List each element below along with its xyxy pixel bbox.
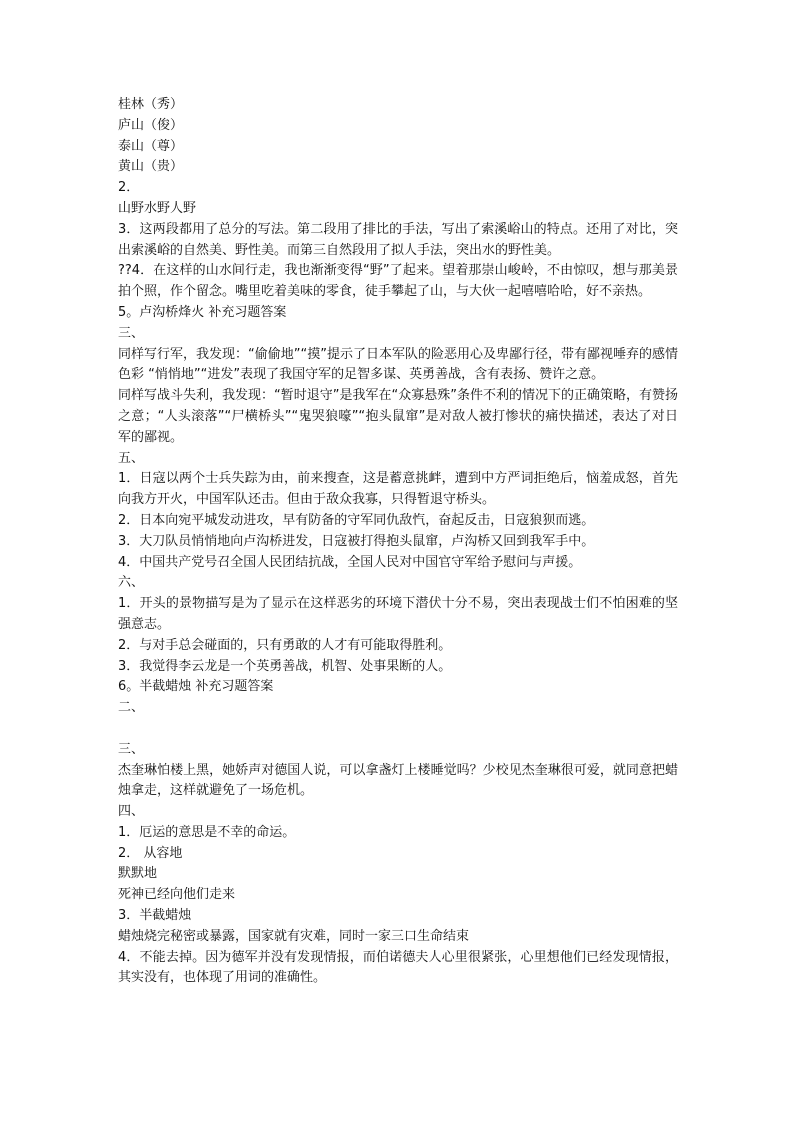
- section-heading: 五、: [118, 450, 145, 466]
- text-paragraph: 4．不能去掉。因为德军并没有发现情报，而伯诺德夫人心里很紧张，心里想他们已经发现情报，其实没有，也体现了用词的准确性。: [118, 949, 678, 986]
- section-heading: 四、: [118, 804, 145, 820]
- section-heading: 三、: [118, 325, 145, 341]
- text-paragraph: 3．这两段都用了总分的写法。第二段用了排比的手法，写出了索溪峪山的特点。还用了对比，突出索溪峪的自然美、野性美。而第三自然段用了拟人手法，突出水的野性美。: [118, 221, 678, 258]
- section-title: 6。半截蜡烛 补充习题答案: [118, 679, 274, 695]
- text-paragraph: 1．开头的景物描写是为了显示在这样恶劣的环境下潜伏十分不易，突出表现战士们不怕困难的坚强意志。: [118, 596, 678, 632]
- text-line: 山野水野人野: [118, 200, 197, 216]
- section-heading: 二、: [118, 700, 145, 716]
- text-paragraph: ??4．在这样的山水间行走，我也渐渐变得“野”了起来。望着那崇山峻岭，不由惊叹，想与那美景拍个照，作个留念。嘴里吃着美味的零食，徒手攀起了山，与大伙一起嘻嘻哈哈，好不亲热。: [118, 263, 678, 300]
- blank-line: [118, 719, 678, 740]
- text-line: 庐山（俊）: [118, 117, 184, 133]
- text-line: 1．厄运的意思是不幸的命运。: [118, 824, 296, 840]
- text-line: 4．中国共产党号召全国人民团结抗战，全国人民对中国官守军给予慰问与声援。: [118, 554, 582, 570]
- text-line: 黄山（贵）: [118, 159, 184, 175]
- text-line: 2．: [118, 180, 140, 196]
- text-line: 默默地: [118, 866, 158, 882]
- section-heading: 三、: [118, 741, 145, 757]
- text-line: 死神已经向他们走来: [118, 887, 236, 903]
- text-line: 蜡烛烧完秘密或暴露，国家就有灾难，同时一家三口生命结束: [118, 928, 470, 944]
- text-line: 泰山（尊）: [118, 138, 184, 154]
- text-line: 3．大刀队员悄悄地向卢沟桥进发，日寇被打得抱头鼠窜，卢沟桥又回到我军手中。: [118, 533, 595, 549]
- text-line: 桂林（秀）: [118, 97, 184, 112]
- text-paragraph: 同样写战斗失利，我发现：“暂时退守”是我军在“众寡悬殊”条件不利的情况下的正确策略，有赞扬之意；“人头滚落”“尸横桥头”“鬼哭狼嚎”“抱头鼠窜”是对敌人被打惨状的痛快描述，表达了对日军的鄙视。: [118, 388, 678, 445]
- text-paragraph: 同样写行军，我发现：“偷偷地”“摸”提示了日本军队的险恶用心及卑鄙行径，带有鄙视唾弃的感情色彩 “悄悄地”“进发”表现了我国守军的足智多谋、英勇善战，含有表扬、赞许之意。: [118, 346, 678, 383]
- text-line: 2．与对手总会碰面的，只有勇敢的人才有可能取得胜利。: [118, 637, 452, 653]
- text-paragraph: 1．日寇以两个士兵失踪为由，前来搜查，这是蓄意挑衅，遭到中方严词拒绝后，恼羞成怒，首先向我方开火，中国军队还击。但由于敌众我寡，只得暂退守桥头。: [118, 471, 678, 508]
- text-line: 2． 从容地: [118, 845, 183, 861]
- text-paragraph: 杰奎琳怕楼上黑，她娇声对德国人说，可以拿盏灯上楼睡觉吗？少校见杰奎琳很可爱，就同意把蜡烛拿走，这样就避免了一场危机。: [118, 762, 678, 799]
- document-page: [118, 95, 678, 989]
- section-title: 5。卢沟桥烽火 补充习题答案: [118, 304, 287, 320]
- text-line: 3．半截蜡烛: [118, 908, 192, 924]
- section-heading: 六、: [118, 575, 145, 591]
- text-line: 3．我觉得李云龙是一个英勇善战，机智、处事果断的人。: [118, 658, 452, 674]
- text-line: 2．日本向宛平城发动进攻，早有防备的守军同仇敌忾，奋起反击，日寇狼狈而逃。: [118, 512, 595, 528]
